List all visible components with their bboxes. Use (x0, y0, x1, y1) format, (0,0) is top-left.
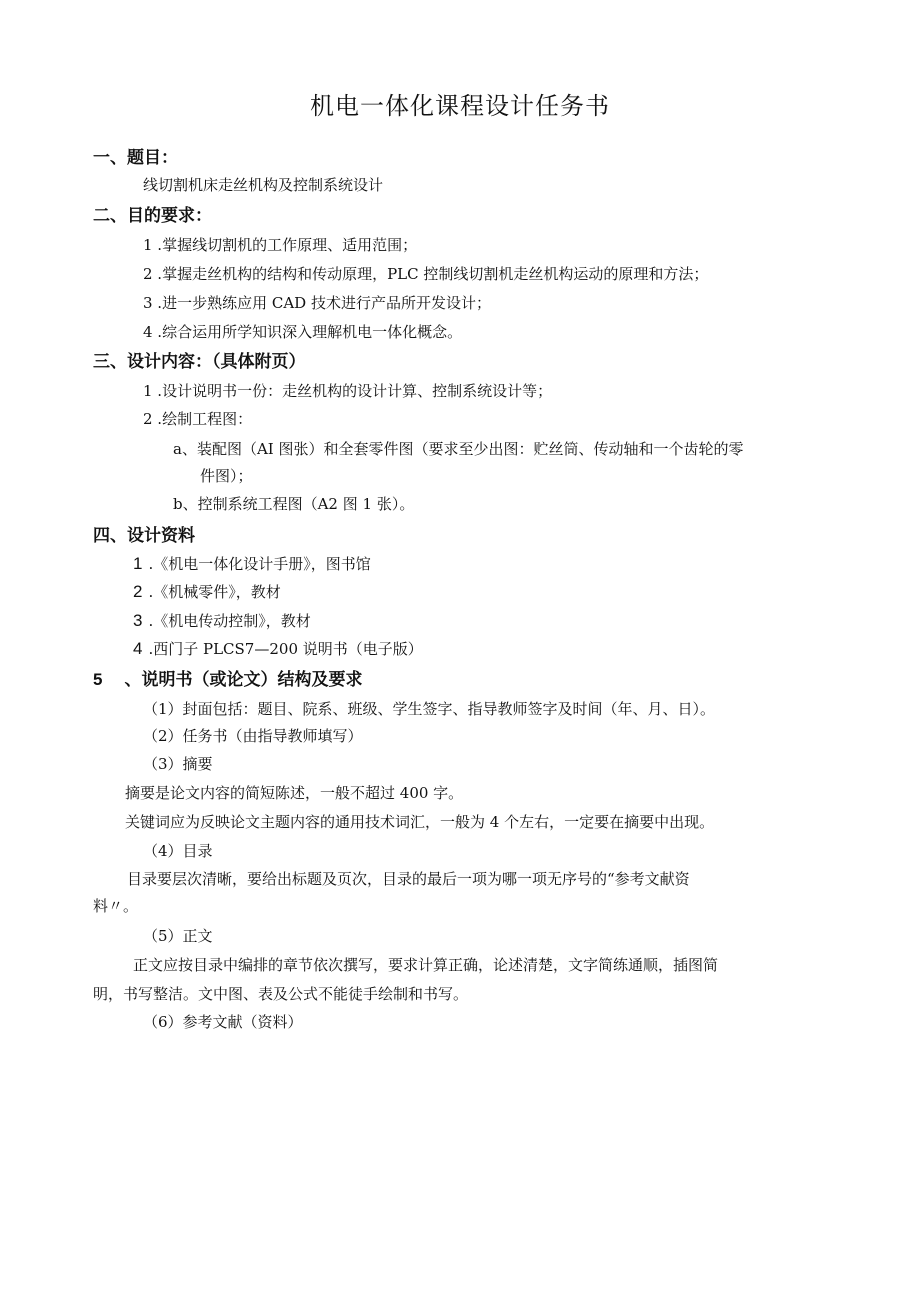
reference-item-4 (133, 639, 423, 660)
content-sub-b: b、控制系统工程图（A2 图 1 张）。 (173, 495, 415, 513)
abstract-note: 摘要是论文内容的简短陈述，一般不超过 400 字。 (125, 784, 464, 802)
body-note-line2: 明，书写整洁。文中图、表及公式不能徒手绘制和书写。 (93, 985, 469, 1003)
section-number: 5 (93, 670, 103, 689)
toc-note-line2: 料〃。 (93, 897, 139, 915)
reference-number: 2 (133, 582, 143, 601)
objective-item-2: 2 .掌握走丝机构的结构和传动原理，PLC 控制线切割机走丝机构运动的原理和方法； (143, 265, 709, 283)
section-title: 、说明书（或论文）结构及要求 (124, 670, 363, 689)
structure-item-2: （2）任务书（由指导教师填写） (143, 727, 363, 745)
section-heading-objectives: 二、目的要求： (93, 206, 212, 225)
structure-item-5: （5）正文 (143, 927, 213, 945)
content-item-2: 2 .绘制工程图： (143, 410, 253, 428)
objective-item-1: 1 .掌握线切割机的工作原理、适用范围； (143, 236, 418, 254)
section-heading-topic: 一、题目： (93, 148, 178, 167)
topic-text: 线切割机床走丝机构及控制系统设计 (143, 176, 384, 194)
reference-number: 4 (133, 639, 143, 658)
page-title: 机电一体化课程设计任务书 (310, 92, 610, 120)
reference-item-3 (133, 611, 311, 632)
reference-text: .《机械零件》，教材 (148, 583, 281, 601)
reference-text: .《机电传动控制》，教材 (148, 612, 311, 630)
reference-number: 1 (133, 554, 143, 573)
reference-text: .《机电一体化设计手册》，图书馆 (148, 555, 371, 573)
content-item-1: 1 .设计说明书一份：走丝机构的设计计算、控制系统设计等； (143, 382, 553, 400)
structure-item-1: （1）封面包括：题目、院系、班级、学生签字、指导教师签字及时间（年、月、日）。 (143, 700, 716, 718)
reference-item-1 (133, 554, 371, 575)
reference-item-2 (133, 582, 281, 603)
keywords-note: 关键词应为反映论文主题内容的通用技术词汇，一般为 4 个左右，一定要在摘要中出现。 (125, 813, 715, 831)
content-sub-a-line1: a、装配图（AI 图张）和全套零件图（要求至少出图：贮丝筒、传动轴和一个齿轮的零 (173, 440, 744, 458)
structure-item-3: （3）摘要 (143, 755, 213, 773)
reference-number: 3 (133, 611, 143, 630)
reference-text: .西门子 PLCS7—200 说明书（电子版） (148, 640, 423, 658)
objective-item-3: 3 .进一步熟练应用 CAD 技术进行产品所开发设计； (143, 294, 491, 312)
objective-item-4: 4 .综合运用所学知识深入理解机电一体化概念。 (143, 323, 463, 341)
toc-note-line1: 目录要层次清晰，要给出标题及页次，目录的最后一项为哪一项无序号的“参考文献资 (127, 870, 690, 888)
section-heading-references: 四、设计资料 (93, 526, 195, 545)
section-heading-structure (93, 669, 362, 691)
section-heading-content: 三、设计内容：（具体附页） (93, 352, 306, 371)
structure-item-4: （4）目录 (143, 842, 213, 860)
content-sub-a-line2: 件图）； (200, 467, 253, 485)
body-note-line1: 正文应按目录中编排的章节依次撰写，要求计算正确，论述清楚，文字简练通顺，插图简 (133, 956, 719, 974)
structure-item-6: （6）参考文献（资料） (143, 1013, 303, 1031)
